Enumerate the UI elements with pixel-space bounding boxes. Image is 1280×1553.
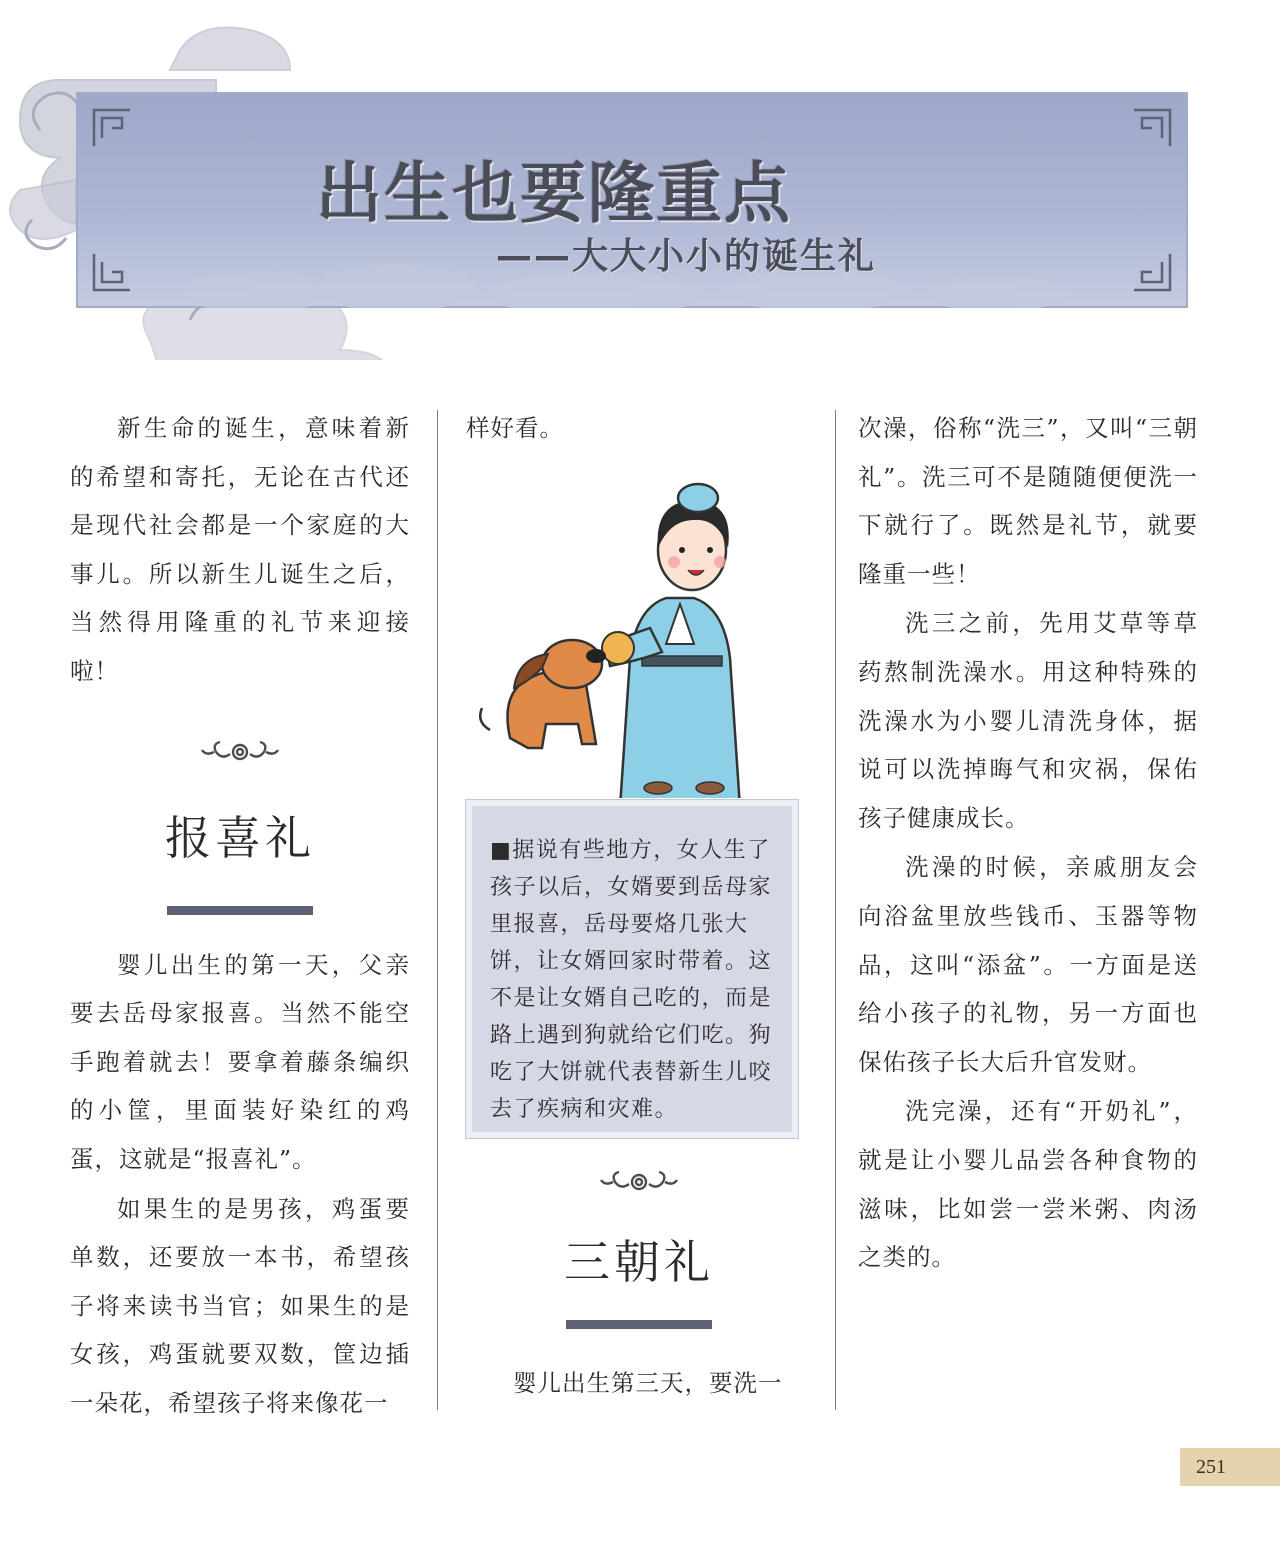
paragraph: 洗完澡，还有“开奶礼”，就是让小婴儿品尝各种食物的滋味，比如尝一尝米粥、肉汤之类的。 (858, 1097, 1198, 1272)
cloud-ornament-icon (593, 1170, 685, 1194)
section-underline (566, 1320, 712, 1329)
paragraph-continuation: 次澡，俗称“洗三”，又叫“三朝礼”。洗三可不是随随便便洗一下就行了。既然是礼节，就要隆重一些！ (858, 414, 1198, 588)
paragraph: 洗澡的时候，亲戚朋友会向浴盆里放些钱币、玉器等物品，这叫“添盆”。一方面是送给小孩子的礼物，另一方面也保佑孩子长大后升官发财。 (858, 853, 1198, 1076)
column-divider (835, 410, 836, 1410)
page-number: 251 (1180, 1448, 1280, 1486)
cloud-ornament-icon (194, 740, 286, 764)
paragraph: 如果生的是男孩，鸡蛋要单数，还要放一本书，希望孩子将来读书当官；如果生的是女孩，鸡蛋就要双数，筐边插一朵花，希望孩子将来像花一 (70, 1194, 410, 1417)
section-underline (167, 906, 313, 915)
text-column-2-lower (466, 1170, 812, 1409)
intro-paragraph: 新生命的诞生，意味着新的希望和寄托，无论在古代还是现代社会都是一个家庭的大事儿。所以新生儿诞生之后，当然得用隆重的礼节来迎接啦！ (70, 414, 410, 685)
text-column-3 (858, 404, 1198, 1283)
woman-feeding-dog-illustration (470, 468, 800, 798)
corner-ornament (90, 250, 134, 294)
header-banner (76, 92, 1188, 308)
corner-ornament (1130, 250, 1174, 294)
section-title: 三朝礼 (564, 1235, 714, 1289)
section-heading-sanzhao (466, 1170, 812, 1329)
page-subtitle: ——大大小小的诞生礼 (496, 236, 877, 277)
text-column-1 (70, 404, 410, 1429)
section-title: 报喜礼 (165, 810, 315, 865)
corner-ornament (90, 106, 134, 150)
text-column-2 (466, 404, 812, 454)
caption-text: ■据说有些地方，女人生了孩子以后，女婿要到岳母家里报喜，岳母要烙几张大饼，让女婿回家时带着。这不是让女婿自己吃的，而是路上遇到狗就给它们吃。狗吃了大饼就代表替新生儿咬去了疾病和灾难。 (490, 838, 773, 1122)
column-divider (437, 410, 438, 1410)
caption-box (466, 800, 798, 1138)
page-title: 出生也要隆重点 (316, 155, 792, 232)
paragraph: 洗三之前，先用艾草等草药熬制洗澡水。用这种特殊的洗澡水为小婴儿清洗身体，据说可以洗掉晦气和灾祸，保佑孩子健康成长。 (858, 609, 1198, 832)
paragraph: 婴儿出生第三天，要洗一 (513, 1369, 783, 1397)
section-heading-baoxi (70, 740, 410, 915)
corner-ornament (1130, 106, 1174, 150)
paragraph: 婴儿出生的第一天，父亲要去岳母家报喜。当然不能空手跑着就去！要拿着藤条编织的小筐，里面装好染红的鸡蛋，这就是“报喜礼”。 (70, 950, 410, 1173)
paragraph-continuation: 样好看。 (466, 414, 564, 442)
